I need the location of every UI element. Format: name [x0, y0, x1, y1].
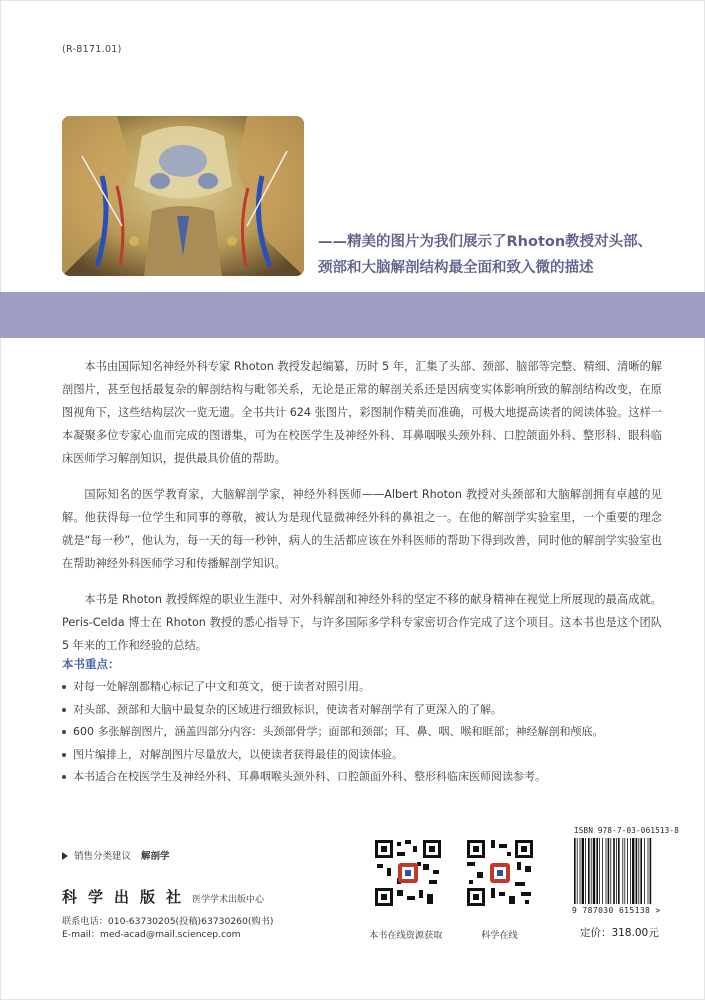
decorative-band — [0, 292, 705, 338]
description-paragraph-1: 本书由国际知名神经外科专家 Rhoton 教授发起编纂，历时 5 年，汇集了头部、颈部、脑部等完整、精细、清晰的解剖图片，甚至包括最复杂的解剖结构与毗邻关系，无论是正常的解剖关系还是因病变实体影响所致的解剖结构改变，在原图视角下，这些结构层次一览无遗。全书共计 624 张图片，彩图制作精美而准确，可极大地提高读者的阅读体验。这样一本凝聚多位专家心血而完成的图谱集，可为在校医学生及神经外科、耳鼻咽喉头颈外科、口腔颌面外科、整形科、眼科临床医师学习解剖知识，提供最具价值的帮助。 — [62, 360, 662, 465]
description-paragraph-2: 国际知名的医学教育家，大脑解剖学家，神经外科医师——Albert Rhoton 教授对头颈部和大脑解剖拥有卓越的见解。他获得每一位学生和同事的尊敬，被认为是现代显微神经外科的鼻祖之一。在他的解剖学实验室里，一个重要的理念就是“每一秒”，他认为，每一天的每一秒钟，病人的生活都应该在外科医师的帮助下得到改善，同时他的解剖学实验室也在帮助神经外科医师学习和传播解剖学知识。 — [62, 488, 662, 570]
description — [62, 355, 662, 670]
contact-phone: 联系电话：010-63730205(投稿)63730260(购书) — [62, 916, 274, 927]
key-point-item: 对每一处解剖都精心标记了中文和英文，便于读者对照引用。 — [62, 676, 672, 699]
barcode-icon — [573, 838, 667, 904]
isbn-text: ISBN 978-7-03-061513-8 — [574, 826, 679, 835]
description-paragraph-3: 本书是 Rhoton 教授辉煌的职业生涯中、对外科解剖和神经外科的坚定不移的献身精神在视觉上所展现的最高成就。Peris-Celda 博士在 Rhoton 教授的悉心指导下，与许多国际多学科专家密切合作完成了这个项目。这本书也是这个团队 5 年来的工作和经验的总结。 — [62, 593, 662, 652]
publisher-name: 科学出版社 — [62, 888, 193, 906]
catalog-code: (R-8171.01) — [62, 44, 122, 55]
publisher — [62, 886, 264, 910]
key-point-item: 图片编排上，对解剖图片尽量放大，以使读者获得最佳的阅读体验。 — [62, 744, 672, 767]
qr-code-icon — [465, 838, 535, 908]
publisher-division: 医学学术出版中心 — [192, 895, 265, 905]
qr-code-science-online[interactable] — [465, 838, 535, 908]
anatomy-photo — [62, 116, 304, 276]
photo-caption — [318, 229, 698, 281]
qr-label-resources: 本书在线资源获取 — [369, 930, 443, 941]
key-point-item: 本书适合在校医学生及神经外科、耳鼻咽喉头颈外科、口腔颌面外科、整形科临床医师阅读参考。 — [62, 766, 672, 789]
qr-label-science-online: 科学在线 — [481, 930, 518, 941]
sales-label: 销售分类建议 — [74, 851, 132, 862]
triangle-icon — [62, 852, 68, 860]
qr-code-resources[interactable] — [373, 838, 443, 908]
price: 定价：318.00元 — [580, 927, 659, 939]
contact-info — [62, 915, 273, 941]
caption-line-1: ——精美的图片为我们展示了Rhoton教授对头部、 — [318, 234, 653, 250]
key-points-title: 本书重点： — [62, 657, 120, 671]
contact-email: E-mail：med-acad@mail.sciencep.com — [62, 929, 241, 940]
sales-category — [62, 848, 170, 862]
key-point-item: 600 多张解剖图片，涵盖四部分内容：头颈部骨学；面部和颈部；耳、鼻、咽、喉和眶部；神经解剖和颅底。 — [62, 721, 672, 744]
key-points-list — [62, 676, 672, 789]
sales-value: 解剖学 — [141, 851, 170, 862]
key-point-item: 对头部、颈部和大脑中最复杂的区域进行细致标识，使读者对解剖学有了更深入的了解。 — [62, 699, 672, 722]
caption-line-2: 颈部和大脑解剖结构最全面和致入微的描述 — [318, 260, 594, 276]
isbn-digits: 9 787030 615138 > — [572, 906, 661, 915]
qr-code-icon — [373, 838, 443, 908]
